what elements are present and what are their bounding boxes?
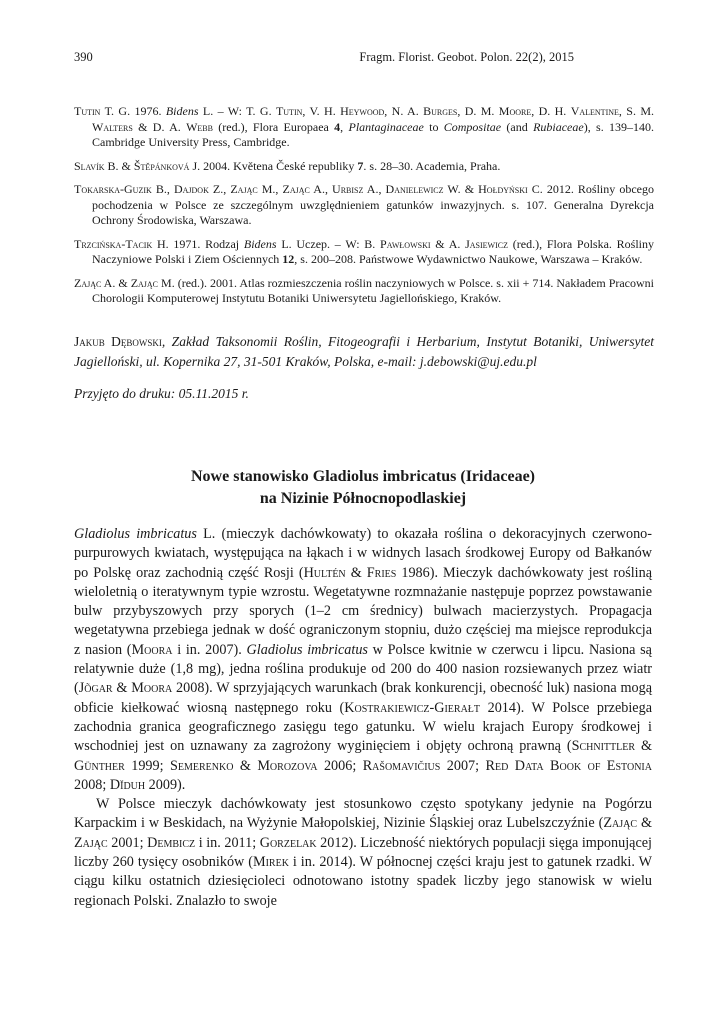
reference-item: Slavík B. & Štěpánková J. 2004. Květena České republiky 7. s. 28–30. Academia, Praha.	[74, 158, 501, 173]
affiliation-text: , Zakład Taksonomii Roślin, Fitogeografii i Herbarium, Instytut Botaniki, Uniwersytet Jagielloński, ul. Kopernika 27, 31-501 Kraków, Polska, e-mail: j.debowski@uj.edu.pl	[74, 334, 654, 369]
journal-citation: Fragm. Florist. Geobot. Polon. 22(2), 2015	[359, 50, 574, 64]
body-paragraph: Gladiolus imbricatus L. (mieczyk dachówkowaty) to okazała roślina o dekoracyjnych czerwono-purpurowych kwiatach, występująca na łąkach i w widnych lasach środkowej Europy od Bałkanów po Polskę oraz zachodnią część Rosji (Hultén & Fries 1986). Mieczyk dachówkowaty jest rośliną wieloletnią o iteratywnym typie wzrostu. Wegetatywne rozmnażanie następuje poprzez powstawanie bulw przybyszowych przy sporych (1–2 cm średnicy) bulwach macierzystych. Propagacja wegetatywna przebiega jednak w dość ograniczonym stopniu, dużo częściej ma miejsce reprodukcja z nasion (Moora i in. 2007). Gladiolus imbricatus w Polsce kwitnie w czerwcu i lipcu. Nasiona są relatywnie duże (1,8 mg), jedna roślina produkuje od 200 do 400 nasion rozsiewanych przez wiatr (Jõgar & Moora 2008). W sprzyjających warunkach (brak konkurencji, obecność luk) nasiona mogą obficie kiełkować wiosną następnego roku (Kostrakiewicz-Gierałt 2014). W Polsce przebiega zachodnia granica geograficznego zasięgu tego gatunku. W wielu krajach Europy środkowej i wschodniej jest on uznawany za zagrożony wyginięciem i objęty ochroną prawną (Schnittler & Günther 1999; Semerenko & Morozova 2006; Rašomavičius 2007; Red Data Book of Estonia 2008; Dĭduh 2009).	[74, 526, 652, 793]
title-line-2: na Nizinie Północnopodlaskiej	[259, 490, 467, 507]
page-number: 390	[74, 50, 93, 64]
title-line-1: Nowe stanowisko Gladiolus imbricatus (Iridaceae)	[191, 468, 535, 485]
article-body	[74, 525, 652, 911]
reference-item: Tutin T. G. 1976. Bidens L. – W: T. G. Tutin, V. H. Heywood, N. A. Burges, D. M. Moore, D. H. Valentine, S. M. Walters & D. A. Webb (red.), Flora Europaea 4, Plantaginaceae to Compositae (and Rubiaceae), s. 139–140. Cambridge University Press, Cambridge.	[74, 104, 655, 149]
article-title	[74, 466, 652, 510]
reference-item: Zając A. & Zając M. (red.). 2001. Atlas rozmieszczenia roślin naczyniowych w Polsce. s. xii + 714. Nakładem Pracowni Chorologii Komputerowej Instytutu Botaniki Uniwersytetu Jagiellońskiego, Kraków.	[74, 275, 655, 305]
reference-item: Trzcińska-Tacik H. 1971. Rodzaj Bidens L. Uczep. – W: B. Pawłowski & A. Jasiewicz (red.), Flora Polska. Rośliny Naczyniowe Polski i Ziem Ościennych 12, s. 200–208. Państwowe Wydawnictwo Naukowe, Warszawa – Kraków.	[74, 236, 654, 266]
reference-item: Tokarska-Guzik B., Dajdok Z., Zając M., Zając A., Urbisz A., Danielewicz W. & Hołdyński C. 2012. Rośliny obcego pochodzenia w Polsce ze szczególnym uwzględnieniem gatunków inwazyjnych. s. 107. Generalna Dyrekcja Ochrony Środowiska, Warszawa.	[74, 182, 655, 227]
body-paragraph: W Polsce mieczyk dachówkowaty jest stosunkowo często spotykany jedynie na Pogórzu Karpackim i w Beskidach, na Wyżynie Małopolskiej, Nizinie Śląskiej oraz Lubelszczyźnie (Zając & Zając 2001; Dembicz i in. 2011; Gorzelak 2012). Liczebność niektórych populacji sięga imponującej liczby 260 tysięcy osobników (Mirek i in. 2014). W północnej części kraju jest to gatunek rzadki. W ciągu kilku ostatnich dziesięcioleci odnotowano istotny spadek liczby jego stanowisk w wielu regionach Polski. Znalazło to swoje	[74, 796, 652, 909]
reference-list	[74, 104, 654, 315]
author-name: Jakub Dębowski	[74, 334, 162, 349]
author-affiliation	[74, 332, 654, 372]
accepted-date: Przyjęto do druku: 05.11.2015 r.	[74, 386, 249, 401]
